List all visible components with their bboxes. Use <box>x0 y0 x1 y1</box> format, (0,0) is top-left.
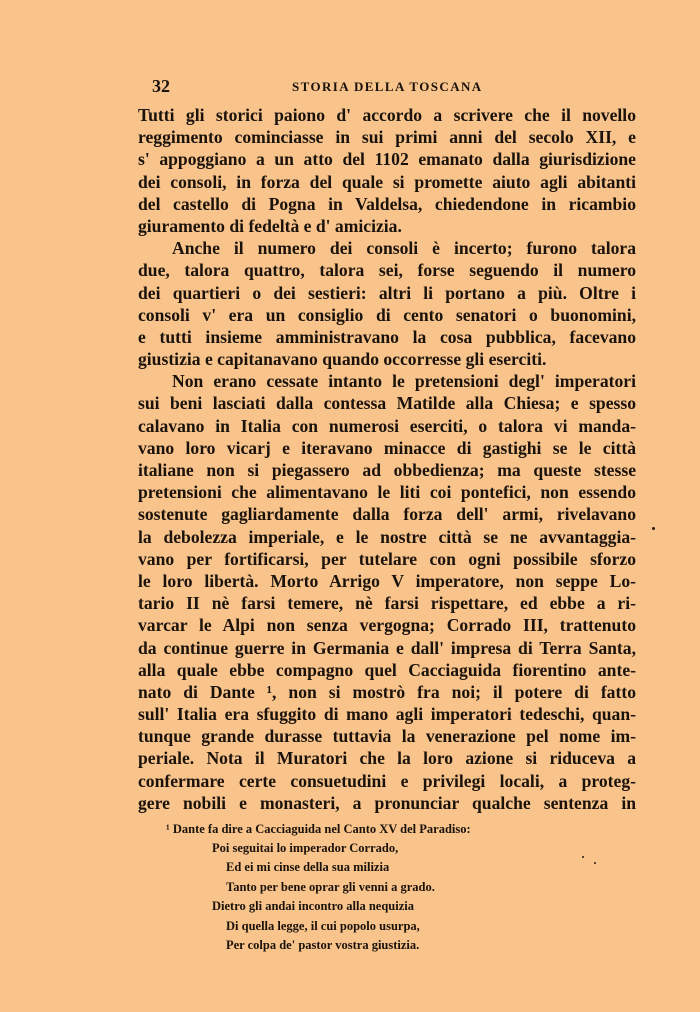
text-line: calavano in Italia con numerosi eserciti, o talora vi manda- <box>138 415 636 436</box>
page-header <box>152 76 634 100</box>
text-line: dei consoli, in forza del quale si promette aiuto agli abitanti <box>138 171 636 192</box>
footnote <box>166 820 606 955</box>
text-line: sostenute gagliardamente dalla forza dell' armi, rivelavano <box>138 504 636 525</box>
text-line: reggimento cominciasse in sui primi anni del secolo XII, e <box>138 127 636 148</box>
ink-speck <box>582 856 584 858</box>
text-line: vano loro vicarj e iteravano minacce di gastighi se le città <box>138 437 636 458</box>
text-line: confermare certe consuetudini e privilegi locali, a proteg- <box>138 770 636 791</box>
text-line: periale. Nota il Muratori che la loro azione si riduceva a <box>138 748 636 769</box>
footnote-verse: Ed ei mi cinse della sua milizia <box>226 860 390 875</box>
text-line: tunque grande durasse tuttavia la venerazione pel nome im- <box>138 726 636 747</box>
text-line: alla quale ebbe compagno quel Cacciaguida fiorentino ante- <box>138 659 636 680</box>
text-line: la debolezza imperiale, e le nostre città se ne avvantaggia- <box>138 526 636 547</box>
text-line: nato di Dante ¹, non si mostrò fra noi; il potere di fatto <box>138 681 636 702</box>
footnote-verse: Dietro gli andai incontro alla nequizia <box>212 899 414 914</box>
text-line: varcar le Alpi non senza vergogna; Corrado III, trattenuto <box>138 615 636 636</box>
text-line: gere nobili e monasteri, a pronunciar qualche sentenza in <box>138 792 636 813</box>
footnote-verse: Tanto per bene oprar gli venni a grado. <box>226 879 435 894</box>
text-line: Tutti gli storici paiono d' accordo a scrivere che il novello <box>138 105 636 125</box>
footnote-verse: Di quella legge, il cui popolo usurpa, <box>226 918 420 933</box>
footnote-verse: Per colpa de' pastor vostra giustizia. <box>226 938 420 953</box>
main-text <box>138 104 636 814</box>
text-line: consoli v' era un consiglio di cento senatori o buonomini, <box>138 304 636 325</box>
text-line: italiane non si piegassero ad obbedienza; ma queste stesse <box>138 460 636 480</box>
text-line: sull' Italia era sfuggito di mano agli imperatori tedeschi, quan- <box>138 704 636 725</box>
text-line: del castello di Pogna in Valdelsa, chiedendone in ricambio <box>138 193 636 214</box>
text-line: due, talora quattro, talora sei, forse seguendo il numero <box>138 260 636 281</box>
ink-speck <box>652 527 655 530</box>
footnote-verse: Poi seguitai lo imperador Corrado, <box>212 841 399 855</box>
text-line: pretensioni che alimentavano le liti coi pontefici, non essendo <box>138 482 636 503</box>
text-line: le loro libertà. Morto Arrigo V imperatore, non seppe Lo- <box>138 570 636 591</box>
text-line: vano per fortificarsi, per tutelare con ogni possibile sforzo <box>138 548 636 569</box>
footnote-intro: ¹ Dante fa dire a Cacciaguida nel Canto XV del Paradiso: <box>166 822 471 836</box>
running-title: STORIA DELLA TOSCANA <box>292 79 483 94</box>
text-line: giustizia e capitanavano quando occorresse gli eserciti. <box>138 349 547 370</box>
paragraph-start: Non erano cessate intanto le pretensioni degl' imperatori <box>172 371 636 392</box>
text-line: sui beni lasciati dalla contessa Matilde alla Chiesa; e spesso <box>138 393 636 414</box>
paragraph-start: Anche il numero dei consoli è incerto; furono talora <box>172 238 636 259</box>
text-line: da continue guerre in Germania e dall' impresa di Terra Santa, <box>138 637 636 658</box>
text-line: e tutti insieme amministravano la cosa pubblica, facevano <box>138 326 636 347</box>
text-line: dei quartieri o dei sestieri: altri li portano a più. Oltre i <box>138 282 636 303</box>
text-line: s' appoggiano a un atto del 1102 emanato dalla giurisdizione <box>138 149 636 170</box>
page-number: 32 <box>152 76 170 96</box>
text-line: giuramento di fedeltà e d' amicizia. <box>138 215 402 236</box>
text-line: tario II nè farsi temere, nè farsi rispettare, ed ebbe a ri- <box>138 593 636 614</box>
ink-speck <box>594 862 596 864</box>
